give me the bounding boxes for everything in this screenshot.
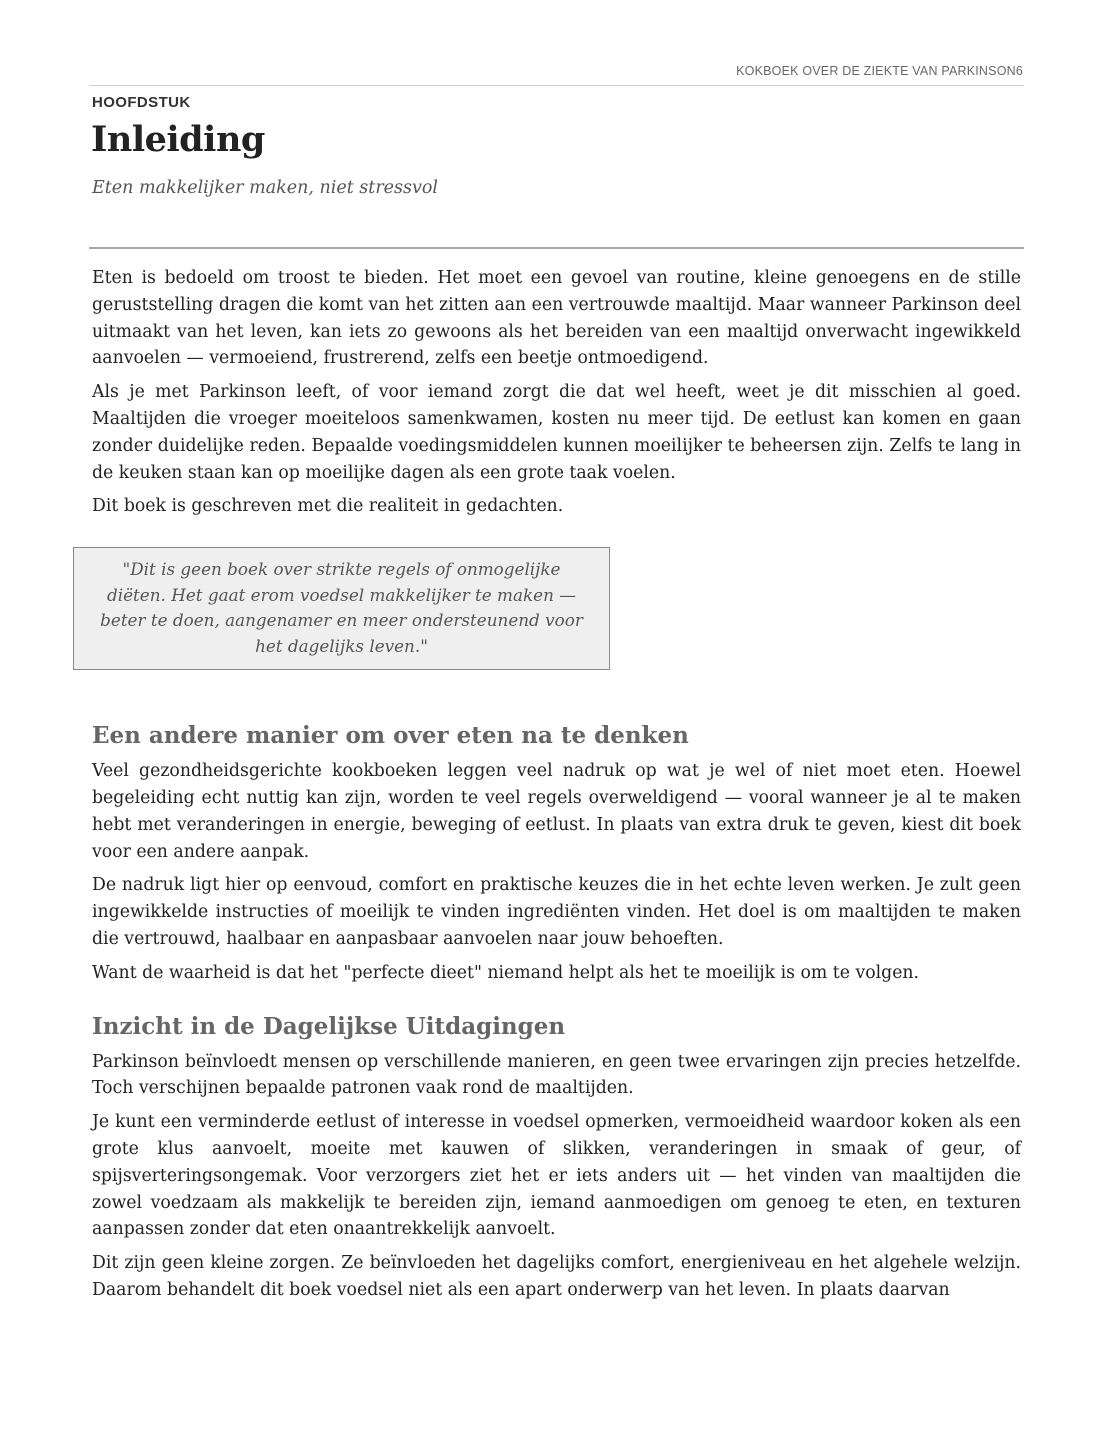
chapter-body bbox=[92, 265, 1021, 1311]
intro-paragraph: Eten is bedoeld om troost te bieden. Het moet een gevoel van routine, kleine genoegens en de stille geruststelling dragen die komt van het zitten aan een vertrouwde maaltijd. Maar wanneer Parkinson deel uitmaakt van het leven, kan iets zo gewoons als het bereiden van een maaltijd onverwacht ingewikkeld aanvoelen — vermoeiend, frustrerend, zelfs een beetje ontmoedigend. bbox=[92, 268, 1021, 369]
section-paragraph: Dit zijn geen kleine zorgen. Ze beïnvloeden het dagelijks comfort, energieniveau en het algehele welzijn. Daarom behandelt dit boek voedsel niet als een apart onderwerp van het leven. In plaats daarvan bbox=[92, 1253, 1021, 1300]
running-title: KOKBOEK OVER DE ZIEKTE VAN PARKINSON bbox=[736, 64, 1016, 78]
page-bottom-margin bbox=[0, 1318, 1113, 1440]
section-paragraph: Parkinson beïnvloedt mensen op verschillende manieren, en geen twee ervaringen zijn precies hetzelfde. Toch verschijnen bepaalde patronen vaak rond de maaltijden. bbox=[92, 1051, 1021, 1099]
section-paragraph: De nadruk ligt hier op eenvoud, comfort en praktische keuzes die in het echte leven werken. Je zult geen ingewikkelde instructies of moeilijk te vinden ingrediënten vinden. Het doel is om maaltijden te maken die vertrouwd, haalbaar en aanpasbaar aanvoelen naar jouw behoeften. bbox=[92, 875, 1021, 949]
page-number: 6 bbox=[1015, 64, 1023, 78]
chapter-title: Inleiding bbox=[91, 119, 265, 160]
section-paragraph: Veel gezondheidsgerichte kookboeken leggen veel nadruk op wat je wel of niet moet eten. Hoewel begeleiding echt nuttig kan zijn, worden te veel regels overweldigend — vooral wanneer je al te maken hebt met veranderingen in energie, beweging of eetlust. In plaats van extra druk te geven, kiest dit boek voor een andere aanpak. bbox=[92, 761, 1021, 862]
section-heading: Inzicht in de Dagelijkse Uitdagingen bbox=[92, 1012, 566, 1040]
section-paragraph: Want de waarheid is dat het "perfecte dieet" niemand helpt als het te moeilijk is om te volgen. bbox=[92, 962, 920, 983]
chapter-subtitle: Eten makkelijker maken, niet stressvol bbox=[92, 178, 439, 198]
section-heading: Een andere manier om over eten na te denken bbox=[92, 722, 689, 750]
title-divider bbox=[89, 247, 1024, 249]
pull-quote: "Dit is geen boek over strikte regels of onmogelijke diëten. Het gaat erom voedsel makkelijker te maken — beter te doen, aangenamer en meer ondersteunend voor het dagelijks leven." bbox=[73, 547, 610, 670]
running-header bbox=[736, 64, 1023, 78]
chapter-label: HOOFDSTUK bbox=[92, 94, 191, 111]
intro-paragraph: Als je met Parkinson leeft, of voor iemand zorgt die dat wel heeft, weet je dit misschien al goed. Maaltijden die vroeger moeiteloos samenkwamen, kosten nu meer tijd. De eetlust kan komen en gaan zonder duidelijke reden. Bepaalde voedingsmiddelen kunnen moeilijker te beheersen zijn. Zelfs te lang in de keuken staan kan op moeilijke dagen als een grote taak voelen. bbox=[92, 382, 1021, 483]
section-paragraph: Je kunt een verminderde eetlust of interesse in voedsel opmerken, vermoeidheid waardoor koken als een grote klus aanvoelt, moeite met kauwen of slikken, veranderingen in smaak of geur, of spijsverteringsongemak. Voor verzorgers ziet het er iets anders uit — het vinden van maaltijden die zowel voedzaam als makkelijk te bereiden zijn, iemand aanmoedigen om genoeg te eten, en texturen aanpassen zonder dat eten onaantrekkelijk aanvoelt. bbox=[92, 1112, 1021, 1240]
header-divider bbox=[89, 85, 1024, 86]
intro-paragraph: Dit boek is geschreven met die realiteit in gedachten. bbox=[92, 496, 564, 517]
